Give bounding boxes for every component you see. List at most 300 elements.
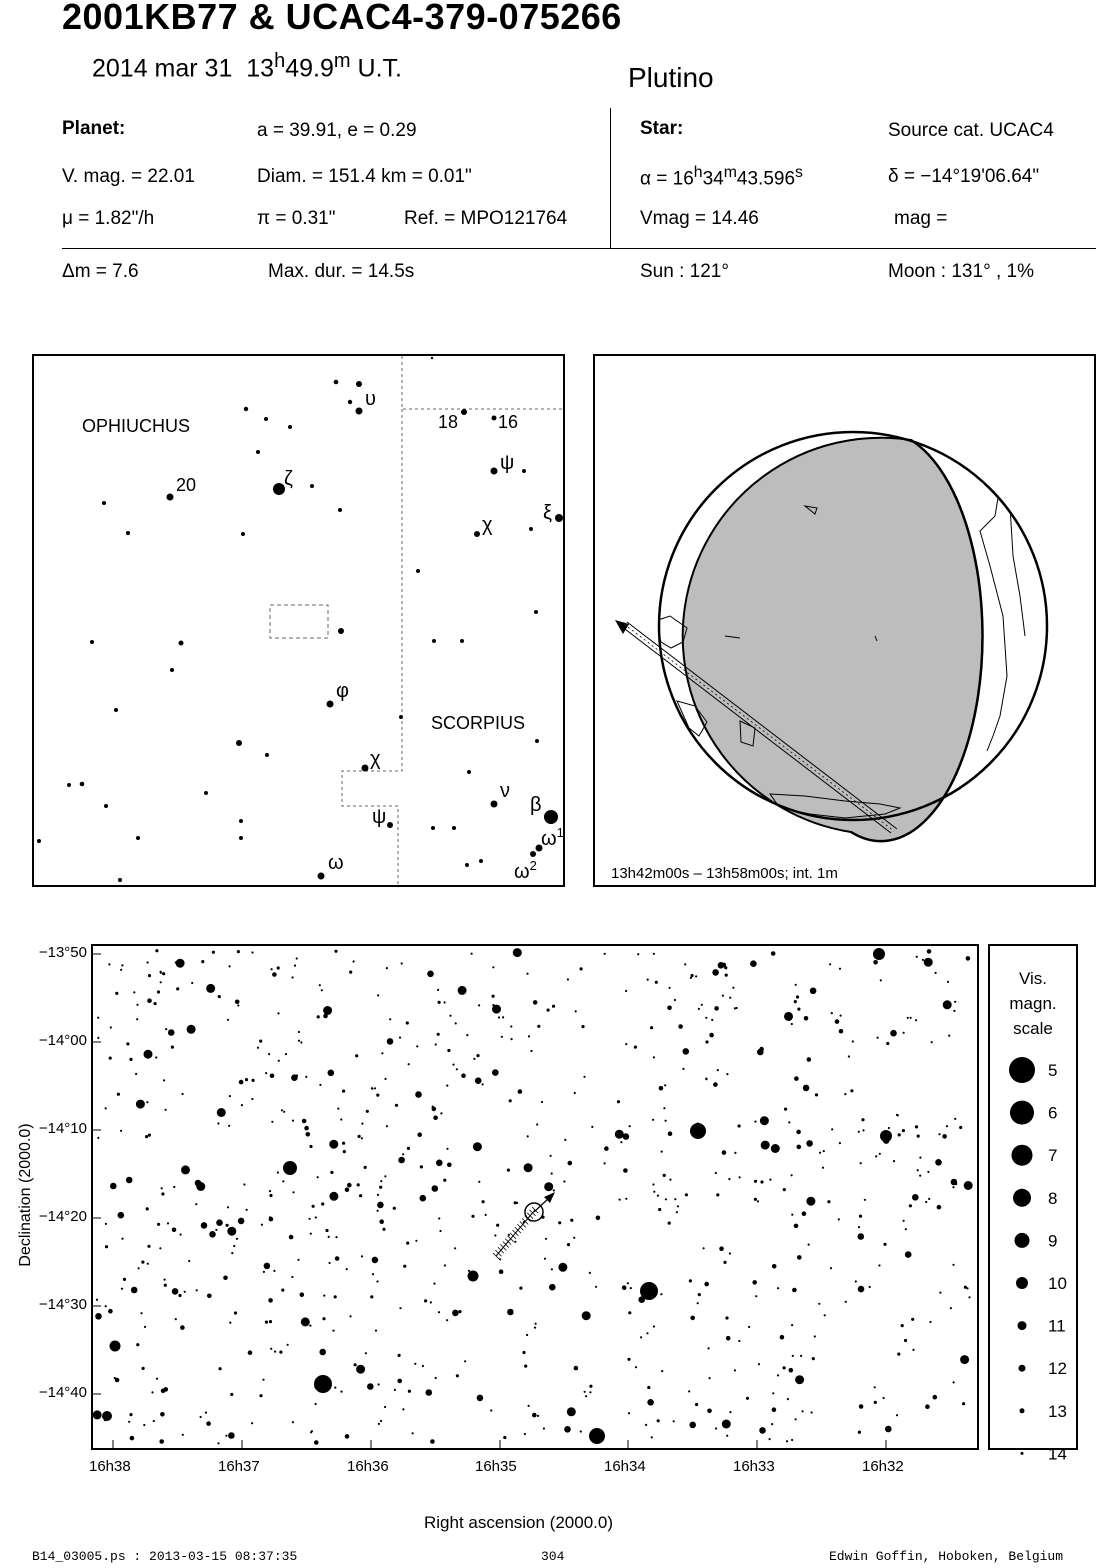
chart-star — [225, 1435, 227, 1437]
chart-star — [439, 1230, 441, 1232]
chart-star — [536, 1123, 538, 1125]
chart-star — [298, 1040, 300, 1042]
chart-star — [902, 1129, 905, 1132]
chart-star — [97, 1037, 99, 1039]
scale-label: 5 — [1048, 1061, 1058, 1080]
label-16: 16 — [498, 412, 519, 432]
track-direction-arrow — [615, 620, 629, 634]
chart-star — [511, 1038, 513, 1040]
event-datetime — [92, 50, 402, 83]
chart-star — [890, 1030, 897, 1037]
chart-star — [886, 1042, 889, 1045]
chart-star — [718, 962, 725, 969]
chart-star — [909, 1204, 912, 1207]
chart-star — [343, 1150, 346, 1153]
star-heading: Star: — [640, 118, 684, 139]
chart-star — [165, 1109, 167, 1111]
chart-star — [335, 1236, 337, 1238]
chart-star — [507, 1309, 514, 1316]
chart-star — [164, 1284, 167, 1287]
chart-star — [358, 1135, 361, 1138]
chart-star — [530, 1050, 532, 1052]
star-mag: mag = — [894, 208, 948, 229]
chart-star — [317, 1176, 319, 1178]
chart-star — [115, 992, 118, 995]
globe-svg — [595, 356, 1094, 885]
chart-star — [262, 1379, 264, 1381]
chart-star — [804, 1016, 809, 1021]
chart-star — [924, 958, 933, 967]
chart-star — [794, 1224, 799, 1229]
chart-star — [268, 1053, 270, 1055]
finder-star — [431, 826, 435, 830]
chart-star — [376, 1094, 379, 1097]
chart-star — [182, 1093, 184, 1095]
chart-star — [155, 949, 158, 952]
chart-star — [408, 1063, 410, 1065]
chart-star — [340, 1118, 342, 1120]
chart-star — [726, 1336, 731, 1341]
finder-star — [241, 532, 245, 536]
chart-star — [905, 1228, 907, 1230]
chart-star — [422, 1365, 424, 1367]
chart-star — [964, 1286, 967, 1289]
chart-star — [879, 1153, 881, 1155]
chart-star — [717, 1069, 719, 1071]
finder-star — [126, 531, 130, 535]
chart-star — [628, 1311, 631, 1314]
finder-star — [362, 765, 369, 772]
chart-star — [651, 1436, 653, 1438]
chart-star — [570, 1219, 573, 1222]
chart-star — [537, 1415, 539, 1417]
chart-star — [477, 1395, 484, 1402]
chart-star — [925, 1201, 927, 1203]
chart-star — [444, 1264, 446, 1266]
chart-star-bright — [880, 1130, 892, 1142]
chart-star — [959, 1126, 962, 1129]
chart-star — [797, 1255, 802, 1260]
chart-star — [883, 1397, 885, 1399]
chart-star — [228, 1432, 235, 1439]
chart-star — [888, 1127, 890, 1129]
chart-star — [852, 1040, 854, 1042]
chart-star — [147, 1263, 149, 1265]
chart-star — [869, 1286, 871, 1288]
chart-star — [726, 1435, 728, 1437]
chart-star — [337, 1108, 339, 1110]
chart-star — [567, 1407, 576, 1416]
chart-star — [792, 1355, 794, 1357]
chart-star — [501, 1036, 503, 1038]
finder-star — [356, 408, 363, 415]
chart-star — [822, 1167, 824, 1169]
chart-star — [168, 1029, 175, 1036]
label-psi-top: ψ — [500, 452, 515, 474]
finder-star — [37, 839, 41, 843]
chart-star — [628, 1412, 630, 1414]
chart-star — [858, 1131, 860, 1133]
chart-star — [291, 1276, 293, 1278]
event-date: 2014 mar 31 — [92, 54, 233, 83]
chart-star — [796, 1130, 801, 1135]
chart-star — [925, 1404, 930, 1409]
finder-star — [431, 357, 433, 359]
chart-star — [215, 1229, 217, 1231]
chart-star — [910, 1017, 912, 1019]
chart-star — [942, 1134, 947, 1139]
chart-star — [323, 1006, 332, 1015]
chart-star — [142, 1367, 145, 1370]
chart-star — [163, 1079, 165, 1081]
chart-star — [568, 1161, 573, 1166]
scale-dot — [1018, 1321, 1027, 1330]
chart-star — [861, 1118, 864, 1121]
chart-star — [617, 1100, 620, 1103]
chart-star — [964, 1181, 973, 1190]
finder-star — [170, 668, 174, 672]
scale-svg — [990, 946, 1076, 1464]
chart-star — [191, 982, 193, 984]
chart-star — [955, 1183, 957, 1185]
chart-star — [347, 1183, 352, 1188]
chart-star — [791, 1439, 793, 1441]
chart-star — [858, 1431, 861, 1434]
chart-star — [558, 1221, 561, 1224]
chart-star — [725, 974, 728, 977]
chart-star — [309, 1325, 311, 1327]
chart-star — [438, 1217, 440, 1219]
scale-dot — [1021, 1452, 1024, 1455]
chart-star — [447, 1163, 452, 1168]
chart-star — [257, 1047, 259, 1049]
chart-star — [271, 968, 273, 970]
chart-star — [933, 1395, 938, 1400]
finder-star — [461, 409, 467, 415]
chart-star — [661, 1151, 663, 1153]
chart-star — [875, 1155, 877, 1157]
chart-star — [524, 1163, 533, 1172]
chart-star — [105, 1245, 108, 1248]
dec-tick-label: −14°20 — [38, 1208, 87, 1225]
chart-star — [880, 979, 882, 981]
chart-star — [147, 961, 149, 963]
chart-star — [446, 1148, 448, 1150]
chart-star-bright — [468, 1271, 479, 1282]
ra-tick-label: 16h34 — [604, 1458, 646, 1475]
chart-star — [176, 959, 185, 968]
finder-map-svg — [34, 356, 563, 885]
label-chi-top: χ — [482, 514, 493, 536]
chart-star — [725, 1316, 728, 1319]
chart-star — [330, 1171, 333, 1174]
chart-star — [620, 1141, 622, 1143]
chart-star — [342, 1090, 345, 1093]
label-xi: ξ — [543, 502, 552, 524]
chart-star — [160, 972, 162, 974]
chart-star — [723, 1261, 726, 1264]
chart-star — [667, 1006, 672, 1011]
chart-star — [746, 1397, 749, 1400]
chart-star — [668, 1131, 673, 1136]
chart-star — [235, 1000, 240, 1005]
chart-star — [212, 951, 215, 954]
chart-star — [319, 1084, 321, 1086]
chart-star-bright — [589, 1428, 605, 1444]
chart-star — [180, 1325, 185, 1330]
chart-star — [399, 1037, 401, 1039]
chart-star — [334, 1387, 336, 1389]
scale-dot — [1019, 1365, 1026, 1372]
chart-star — [596, 1216, 601, 1221]
chart-star — [653, 953, 655, 955]
chart-star — [274, 1351, 276, 1353]
finder-star — [338, 508, 342, 512]
chart-star — [728, 1178, 730, 1180]
chart-star — [808, 1244, 810, 1246]
finder-star — [544, 810, 558, 824]
chart-star — [901, 1324, 904, 1327]
chart-star — [157, 1223, 160, 1226]
chart-star — [791, 1174, 793, 1176]
chart-star — [810, 988, 817, 995]
chart-star — [309, 1218, 311, 1220]
chart-star — [367, 1383, 374, 1390]
chart-star — [954, 1001, 956, 1003]
chart-star — [839, 1029, 844, 1034]
chart-star — [807, 1057, 812, 1062]
chart-star — [432, 1107, 437, 1112]
chart-star — [850, 1089, 853, 1092]
finder-star — [555, 514, 563, 522]
chart-star — [126, 1177, 133, 1184]
globe-caption: 13h42m00s – 13h58m00s; int. 1m — [611, 865, 838, 882]
chart-star — [709, 1377, 711, 1379]
chart-star — [507, 1169, 510, 1172]
finder-star — [104, 804, 108, 808]
scale-title-line: scale — [1013, 1019, 1053, 1038]
chart-star — [647, 979, 649, 981]
finder-star — [179, 641, 184, 646]
finder-star — [265, 753, 269, 757]
chart-star — [109, 1057, 112, 1060]
chart-star — [688, 1390, 690, 1392]
chart-star — [625, 990, 627, 992]
chart-star — [584, 1391, 586, 1393]
chart-star — [292, 1120, 294, 1122]
chart-star — [839, 1142, 841, 1144]
chart-star — [131, 1287, 138, 1294]
label-beta: β — [530, 794, 542, 816]
chart-star — [713, 1082, 718, 1087]
chart-star — [551, 1172, 553, 1174]
chart-star — [146, 1207, 149, 1210]
chart-star — [796, 995, 799, 998]
max-duration: Max. dur. = 14.5s — [268, 261, 415, 282]
chart-star — [903, 1032, 905, 1034]
chart-star — [845, 1301, 847, 1303]
scale-title-line: magn. — [1009, 994, 1057, 1013]
page-title: 2001KB77 & UCAC4-379-075266 — [62, 0, 622, 37]
chart-star — [715, 1172, 717, 1174]
chart-star — [229, 965, 231, 967]
chart-star — [345, 1434, 350, 1439]
chart-star — [206, 1421, 211, 1426]
chart-star — [664, 1084, 666, 1086]
chart-star — [397, 1379, 402, 1384]
chart-star — [446, 1319, 448, 1321]
chart-star — [263, 1271, 265, 1273]
chart-star — [935, 1159, 942, 1166]
chart-star — [771, 1423, 773, 1425]
chart-star — [120, 969, 122, 971]
chart-star — [230, 1393, 233, 1396]
chart-star — [627, 1282, 629, 1284]
chart-star — [663, 1107, 665, 1109]
chart-star — [387, 1038, 394, 1045]
chart-star — [653, 1191, 655, 1193]
chart-star — [114, 1377, 116, 1379]
chart-star — [300, 1041, 302, 1043]
chart-star — [589, 1385, 592, 1388]
chart-star — [259, 1040, 262, 1043]
chart-star — [384, 1078, 386, 1080]
chart-star — [780, 1335, 785, 1340]
chart-star — [676, 1211, 678, 1213]
chart-star — [138, 1267, 140, 1269]
chart-star — [545, 1238, 547, 1240]
chart-star — [905, 1251, 912, 1258]
chart-star — [416, 1045, 418, 1047]
chart-star — [912, 1349, 914, 1351]
chart-star — [819, 1152, 821, 1154]
chart-star — [456, 1374, 459, 1377]
chart-star — [473, 1142, 482, 1151]
chart-star — [695, 1403, 698, 1406]
chart-star — [440, 1112, 442, 1114]
chart-star — [738, 1340, 740, 1342]
chart-star — [650, 1026, 653, 1029]
chart-star — [946, 1125, 948, 1127]
chart-star — [241, 1104, 243, 1106]
chart-star — [830, 1267, 832, 1269]
chart-star — [430, 1439, 435, 1444]
chart-star — [365, 1352, 367, 1354]
chart-star — [953, 1010, 955, 1012]
chart-star — [173, 1186, 175, 1188]
chart-star — [535, 1323, 537, 1325]
chart-star — [366, 1110, 369, 1113]
chart-star — [329, 1192, 338, 1201]
chart-star — [449, 1015, 451, 1017]
chart-star — [691, 974, 694, 977]
chart-star — [468, 1270, 470, 1272]
finder-star — [334, 380, 339, 385]
scale-dot — [1016, 1277, 1028, 1289]
chart-star — [528, 1405, 530, 1407]
chart-star — [207, 1294, 212, 1299]
chart-star — [657, 1195, 659, 1197]
chart-star — [334, 950, 337, 953]
ra-tick-label: 16h38 — [89, 1458, 131, 1475]
chart-star — [384, 1406, 386, 1408]
ra-s-unit: s — [795, 164, 803, 181]
chart-star — [719, 1246, 724, 1251]
chart-star — [277, 1012, 279, 1014]
finder-star — [465, 863, 469, 867]
footer-file: B14_03005.ps : 2013-03-15 08:37:35 — [32, 1549, 298, 1564]
chart-star — [518, 1089, 523, 1094]
chart-star — [622, 1285, 627, 1290]
chart-star — [772, 1392, 774, 1394]
chart-star — [665, 1120, 667, 1122]
chart-star — [919, 1157, 921, 1159]
chart-star — [438, 1001, 441, 1004]
chart-star — [466, 1034, 468, 1036]
chart-star — [917, 1169, 919, 1171]
chart-star-bright — [640, 1282, 658, 1300]
chart-star — [329, 1140, 338, 1149]
chart-star — [604, 1162, 606, 1164]
chart-star — [446, 1085, 448, 1087]
chart-star — [243, 1183, 245, 1185]
chart-star — [862, 1129, 864, 1131]
chart-star — [709, 1033, 714, 1038]
scale-dot — [1010, 1101, 1034, 1125]
chart-star — [270, 1348, 272, 1350]
chart-star — [395, 1104, 398, 1107]
chart-star — [154, 1002, 157, 1005]
chart-star — [927, 949, 932, 954]
chart-star — [377, 1202, 384, 1209]
chart-star — [729, 997, 731, 999]
chart-star — [322, 1317, 325, 1320]
chart-star — [954, 1118, 956, 1120]
chart-star — [795, 1375, 804, 1384]
chart-star — [162, 972, 165, 975]
chart-star — [323, 1295, 325, 1297]
chart-star — [485, 1214, 487, 1216]
chart-star — [873, 960, 878, 965]
chart-star — [283, 1111, 285, 1113]
chart-star — [269, 1194, 272, 1197]
chart-star — [690, 977, 692, 979]
chart-star — [140, 1312, 142, 1314]
dec-tick-label: −14°30 — [38, 1296, 87, 1313]
chart-star — [161, 1187, 163, 1189]
chart-star — [784, 1108, 787, 1111]
chart-star — [705, 1040, 708, 1043]
dec-axis — [0, 944, 91, 1450]
chart-star — [653, 1325, 655, 1327]
chart-star — [148, 1134, 151, 1137]
chart-star — [289, 1235, 294, 1240]
chart-star — [787, 1398, 789, 1400]
omega1-sup: 1 — [556, 825, 564, 840]
chart-star — [144, 1326, 146, 1328]
chart-star — [591, 1126, 593, 1128]
chart-star — [494, 1234, 496, 1236]
chart-star — [786, 1440, 788, 1442]
chart-star-bright — [110, 1341, 121, 1352]
chart-star — [938, 1133, 940, 1135]
chart-star — [927, 1171, 929, 1173]
finder-star — [534, 610, 538, 614]
chart-star — [524, 1433, 526, 1435]
chart-star — [121, 1288, 123, 1290]
chart-star — [917, 1135, 920, 1138]
chart-star — [508, 1234, 510, 1236]
